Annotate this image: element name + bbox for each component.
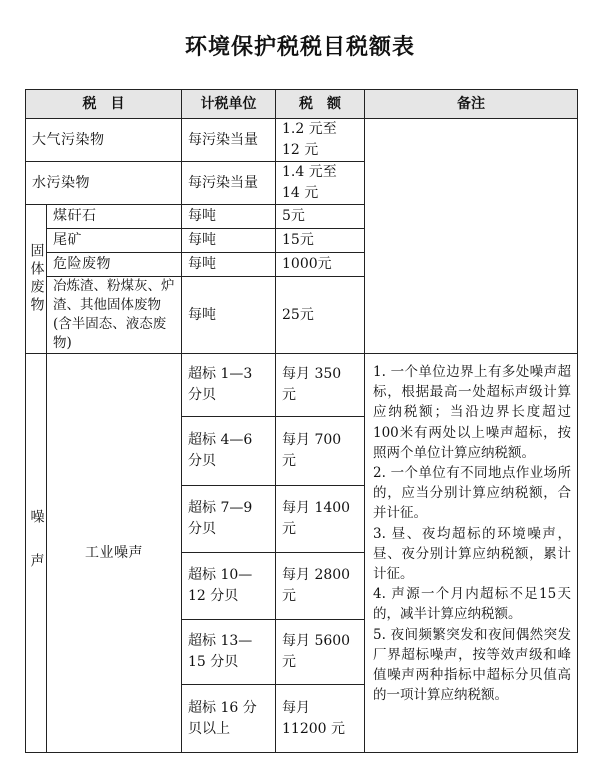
water-unit: 每污染当量 (181, 161, 276, 205)
solid-item-2: 危险废物 (46, 252, 182, 277)
solid-item-3: 冶炼渣、粉煤灰、炉渣、其他固体废物(含半固态、液态废物) (46, 276, 182, 354)
solid-item-0: 煤矸石 (46, 204, 182, 229)
noise-amount-5: 每月 11200 元 (275, 684, 365, 753)
header-unit-label: 计税单位 (200, 95, 257, 112)
noise-unit-3: 超标 10—12 分贝 (181, 552, 276, 620)
notes-blank-upper (364, 118, 578, 354)
solid-item-1: 尾矿 (46, 228, 182, 253)
solid-unit-2: 每吨 (181, 252, 276, 277)
header-amount (275, 89, 365, 119)
header-item (25, 89, 182, 119)
noise-subgroup-label: 工业噪声 (85, 544, 143, 561)
note-1: 1. 一个单位边界上有多处噪声超标，根据最高一处超标声级计算应纳税额；当沿边界长度超过100米有两处以上噪声超标，按照两个单位计算应纳税额。 (373, 364, 571, 461)
noise-group-label: 噪声 (28, 509, 45, 597)
solid-unit-0: 每吨 (181, 204, 276, 229)
header-unit (181, 89, 276, 119)
solid-group (25, 204, 47, 354)
noise-unit-0: 超标 1—3 分贝 (181, 353, 276, 417)
noise-amount-2: 每月 1400 元 (275, 485, 365, 553)
header-notes (364, 89, 578, 119)
solid-amount-1: 15元 (275, 228, 365, 253)
water-item: 水污染物 (25, 161, 182, 205)
air-unit: 每污染当量 (181, 118, 276, 162)
solid-unit-1: 每吨 (181, 228, 276, 253)
page-title: 环境保护税税目税额表 (184, 35, 415, 60)
noise-unit-5: 超标 16 分贝以上 (181, 684, 276, 753)
note-5: 5. 夜间频繁突发和夜间偶然突发厂界超标噪声，按等效声级和峰值噪声两种指标中超标分贝值高的一项计算应纳税额。 (373, 626, 571, 704)
air-item: 大气污染物 (25, 118, 182, 162)
water-amount: 1.4 元至 14 元 (275, 161, 365, 205)
noise-amount-0: 每月 350 元 (275, 353, 365, 417)
noise-amount-3: 每月 2800 元 (275, 552, 365, 620)
solid-unit-3: 每吨 (181, 276, 276, 354)
solid-amount-0: 5元 (275, 204, 365, 229)
header-item-label: 税 目 (82, 95, 125, 112)
noise-subgroup (46, 353, 182, 753)
noise-amount-1: 每月 700 元 (275, 416, 365, 486)
noise-unit-2: 超标 7—9 分贝 (181, 485, 276, 553)
header-notes-label: 备注 (457, 95, 485, 112)
noise-unit-4: 超标 13—15 分贝 (181, 619, 276, 685)
noise-group (25, 353, 47, 753)
solid-amount-3: 25元 (275, 276, 365, 354)
solid-group-label: 固体废物 (28, 243, 45, 315)
note-2: 2. 一个单位有不同地点作业场所的，应当分别计算应纳税额，合并计征。 (373, 465, 571, 522)
note-4: 4. 声源一个月内超标不足15天的，减半计算应纳税额。 (373, 586, 571, 623)
noise-unit-1: 超标 4—6 分贝 (181, 416, 276, 486)
noise-notes (364, 353, 578, 753)
air-amount: 1.2 元至 12 元 (275, 118, 365, 162)
noise-amount-4: 每月 5600 元 (275, 619, 365, 685)
solid-amount-2: 1000元 (275, 252, 365, 277)
header-amount-label: 税 额 (299, 95, 341, 112)
note-3: 3. 昼、夜均超标的环境噪声，昼、夜分别计算应纳税额，累计计征。 (373, 525, 571, 583)
